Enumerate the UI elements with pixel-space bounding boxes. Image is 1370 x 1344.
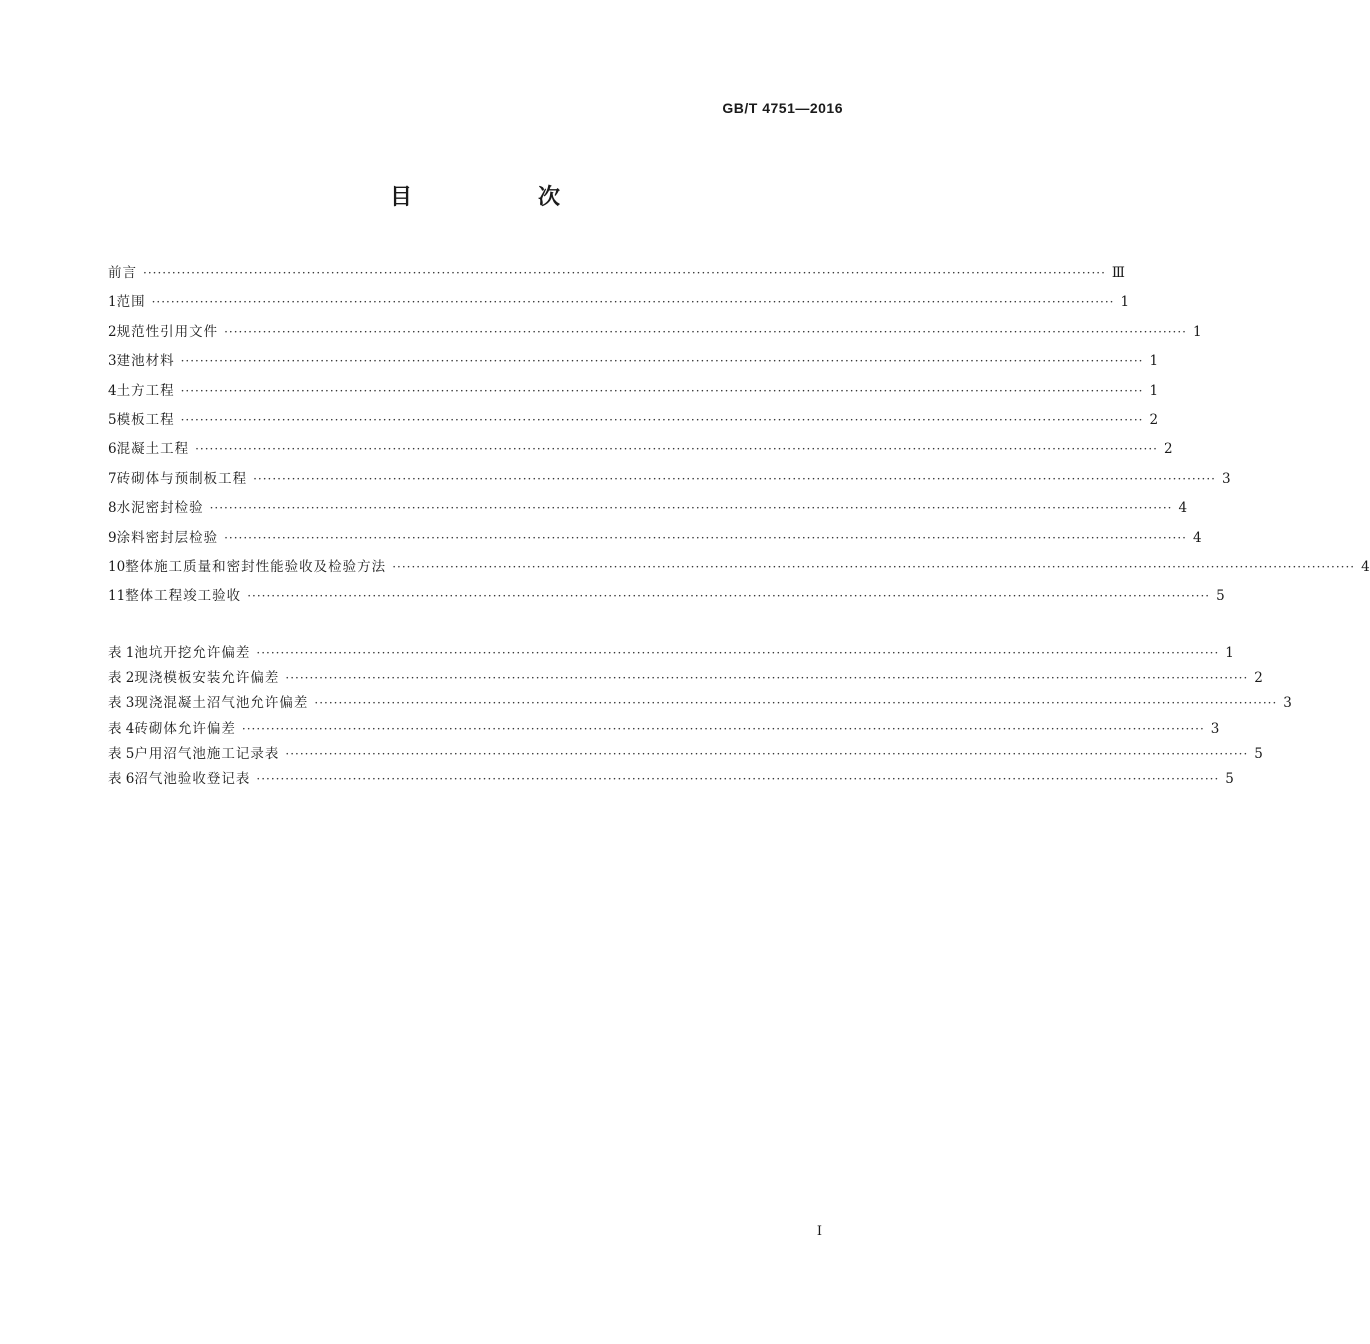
entry-label: 土方工程 (116, 382, 175, 399)
entry-number: 2 (108, 323, 117, 340)
toc-entry[interactable] (108, 408, 1159, 437)
entry-page: 1 (1149, 382, 1159, 399)
table-entry[interactable] (108, 717, 1220, 742)
entry-page: 5 (1216, 588, 1225, 605)
toc-entry[interactable] (108, 290, 1130, 319)
entry-label: 混凝土工程 (116, 441, 190, 458)
entry-label: 沼气池验收登记表 (134, 770, 251, 787)
leader-dots: ········································································································································································································ (253, 471, 1216, 486)
entry-label: 池坑开挖允许偏差 (134, 645, 251, 661)
entry-label: 范围 (116, 294, 146, 311)
toc-entry[interactable] (108, 320, 1202, 349)
entry-number: 1 (108, 294, 117, 311)
leader-dots: ········································································································································································································ (180, 354, 1144, 369)
entry-page: 1 (1192, 323, 1202, 340)
entry-page: 4 (1361, 558, 1370, 575)
entry-number: 表 3 (108, 695, 135, 712)
entry-label: 现浇混凝土沼气池允许偏差 (134, 695, 309, 712)
entry-number: 表 2 (108, 670, 135, 687)
leader-dots: ········································································································································································································ (143, 266, 1106, 280)
entry-page: 3 (1221, 470, 1231, 487)
entry-label: 水泥密封检验 (116, 500, 204, 517)
entry-page: 3 (1210, 720, 1220, 737)
entry-number: 7 (108, 470, 117, 487)
entry-label: 砖砌体允许偏差 (134, 720, 236, 737)
entry-page: 2 (1149, 411, 1159, 428)
table-entry[interactable] (108, 666, 1263, 691)
toc-entry[interactable] (108, 379, 1159, 408)
leader-dots: ········································································································································································································ (151, 295, 1115, 310)
entry-page: 2 (1163, 441, 1173, 458)
entry-number: 11 (108, 588, 126, 605)
toc-entry[interactable] (108, 584, 1225, 613)
entry-label: 规范性引用文件 (116, 323, 219, 340)
leader-dots: ········································································································································································································ (285, 671, 1249, 686)
table-entry[interactable] (108, 691, 1292, 716)
entry-number: 5 (108, 411, 117, 428)
entry-page: 1 (1225, 645, 1234, 661)
entry-page: 3 (1283, 695, 1292, 712)
entry-page: 4 (1192, 529, 1202, 546)
entry-page: 1 (1120, 294, 1130, 311)
leader-dots: ········································································································································································································ (180, 412, 1144, 427)
entry-number: 8 (108, 500, 117, 517)
entry-number: 10 (108, 558, 126, 575)
leader-dots: ········································································································································································································ (209, 501, 1173, 516)
leader-dots: ········································································································································································································ (224, 324, 1187, 339)
entry-label: 模板工程 (116, 411, 175, 428)
leader-dots: ········································································································································································································ (247, 589, 1211, 604)
entry-page: 1 (1149, 353, 1159, 370)
entry-label: 户用沼气池施工记录表 (134, 745, 280, 762)
entry-number: 表 5 (108, 745, 135, 762)
leader-dots: ········································································································································································································ (180, 383, 1144, 398)
toc-entry[interactable] (108, 467, 1231, 496)
entry-page: 4 (1178, 500, 1188, 517)
page-number: I (816, 1224, 822, 1239)
toc-entry[interactable] (108, 526, 1202, 555)
entry-number: 4 (108, 382, 117, 399)
entry-label: 建池材料 (116, 353, 175, 370)
leader-dots: ········································································································································································································ (195, 442, 1158, 457)
entry-label: 整体施工质量和密封性能验收及检验方法 (125, 558, 387, 575)
toc-entry[interactable] (108, 261, 1125, 290)
entry-number: 9 (108, 529, 117, 546)
entry-number: 表 1 (108, 645, 135, 661)
table-of-contents (108, 261, 1370, 614)
entry-label: 现浇模板安装允许偏差 (134, 670, 280, 687)
toc-entry[interactable] (108, 555, 1370, 584)
toc-entry[interactable] (108, 437, 1173, 466)
table-entry[interactable] (108, 742, 1263, 767)
toc-entry[interactable] (108, 349, 1159, 378)
entry-number: 3 (108, 353, 117, 370)
entry-number: 表 6 (108, 770, 135, 787)
entry-label: 前言 (108, 265, 137, 281)
entry-number: 6 (108, 441, 117, 458)
leader-dots: ········································································································································································································ (314, 696, 1278, 711)
entry-label: 整体工程竣工验收 (125, 588, 242, 605)
entry-page: 5 (1225, 770, 1234, 787)
entry-page: 5 (1254, 745, 1263, 762)
entry-page: 2 (1254, 670, 1263, 687)
table-entry[interactable] (108, 641, 1234, 666)
leader-dots: ········································································································································································································ (224, 530, 1187, 545)
page-title: 目 次 (389, 185, 612, 210)
leader-dots: ········································································································································································································ (241, 721, 1205, 736)
list-of-tables (108, 641, 1292, 792)
entry-label: 涂料密封层检验 (116, 529, 219, 546)
standard-code: GB/T 4751—2016 (722, 100, 843, 116)
leader-dots: ········································································································································································································ (285, 746, 1249, 761)
toc-entry[interactable] (108, 496, 1188, 525)
leader-dots: ········································································································································································································ (256, 771, 1220, 786)
entry-label: 砖砌体与预制板工程 (116, 470, 248, 487)
entry-page: Ⅲ (1111, 265, 1125, 281)
table-entry[interactable] (108, 767, 1234, 792)
leader-dots: ········································································································································································································ (256, 646, 1220, 660)
entry-number: 表 4 (108, 720, 135, 737)
leader-dots: ········································································································································································································ (392, 559, 1356, 574)
